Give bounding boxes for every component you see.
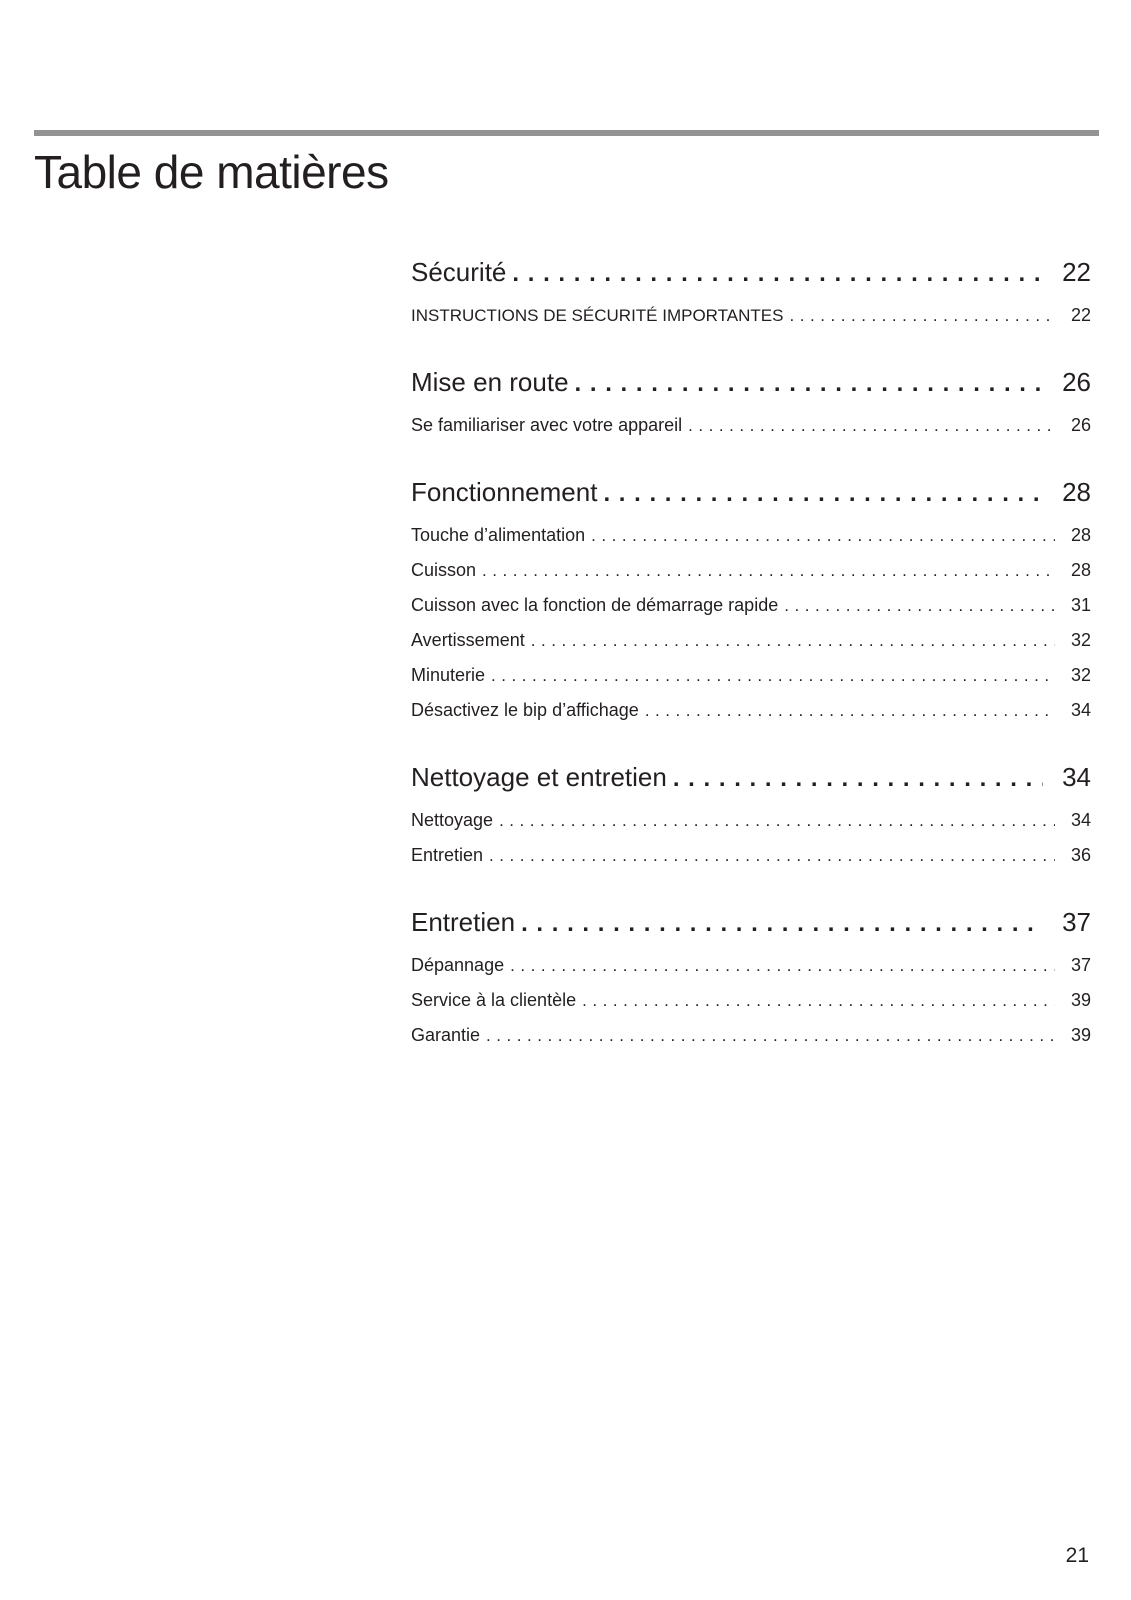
toc-entry-page: 39 xyxy=(1070,990,1091,1010)
toc-section-title: Entretien xyxy=(411,907,516,937)
toc-entry[interactable] xyxy=(411,948,1091,983)
page-number: 21 xyxy=(1065,1544,1089,1567)
toc-entry-page: 34 xyxy=(1070,810,1091,830)
dot-leader xyxy=(789,298,1055,333)
dot-leader xyxy=(482,553,1055,588)
toc-entry-page: 28 xyxy=(1070,560,1091,580)
dot-leader xyxy=(591,518,1055,553)
toc-section-entretien xyxy=(411,900,1091,1053)
toc-section-fonctionnement xyxy=(411,470,1091,728)
toc-section-heading[interactable] xyxy=(411,755,1091,799)
toc-entry-label: Minuterie xyxy=(411,665,486,685)
dot-leader xyxy=(784,588,1055,623)
dot-leader xyxy=(491,658,1055,693)
dot-leader xyxy=(510,948,1055,983)
toc-entry-page: 32 xyxy=(1070,665,1091,685)
toc-section-title: Fonctionnement xyxy=(411,477,598,507)
toc-entry[interactable] xyxy=(411,518,1091,553)
toc-entry[interactable] xyxy=(411,693,1091,728)
toc-entry-label: Désactivez le bip d’affichage xyxy=(411,700,639,720)
toc-entry-page: 22 xyxy=(1070,305,1091,325)
toc-entry-page: 32 xyxy=(1070,630,1091,650)
toc-entry-label: Dépannage xyxy=(411,955,505,975)
toc-section-mise-en-route xyxy=(411,360,1091,443)
dot-leader xyxy=(603,472,1043,514)
dot-leader xyxy=(531,623,1055,658)
toc-section-nettoyage-et-entretien xyxy=(411,755,1091,873)
toc-entry-page: 31 xyxy=(1070,595,1091,615)
toc-entry-page: 37 xyxy=(1070,955,1091,975)
toc-entry[interactable] xyxy=(411,658,1091,693)
toc-entry[interactable] xyxy=(411,983,1091,1018)
toc-entry-label: Touche d’alimentation xyxy=(411,525,586,545)
toc-entry-label: Se familiariser avec votre appareil xyxy=(411,415,683,435)
toc-entry-label: Cuisson avec la fonction de démarrage rapide xyxy=(411,595,779,615)
toc-entry[interactable] xyxy=(411,553,1091,588)
dot-leader xyxy=(688,408,1055,443)
toc-entry[interactable] xyxy=(411,623,1091,658)
toc-entry-label: Garantie xyxy=(411,1025,481,1045)
toc-section-page: 26 xyxy=(1062,367,1091,397)
dot-leader xyxy=(499,803,1055,838)
toc-section-title: Mise en route xyxy=(411,367,569,397)
toc-entry[interactable] xyxy=(411,588,1091,623)
toc-entry-label: INSTRUCTIONS DE SÉCURITÉ IMPORTANTES xyxy=(411,306,784,325)
dot-leader xyxy=(582,983,1055,1018)
table-of-contents xyxy=(411,250,1091,1080)
toc-section-page: 28 xyxy=(1062,477,1091,507)
toc-entry-label: Entretien xyxy=(411,845,484,865)
toc-section-title: Nettoyage et entretien xyxy=(411,762,667,792)
toc-section-heading[interactable] xyxy=(411,470,1091,514)
toc-entry-page: 39 xyxy=(1070,1025,1091,1045)
toc-entry[interactable] xyxy=(411,408,1091,443)
toc-entry-page: 36 xyxy=(1070,845,1091,865)
toc-entry-label: Nettoyage xyxy=(411,810,494,830)
toc-entry-page: 28 xyxy=(1070,525,1091,545)
dot-leader xyxy=(512,252,1043,294)
toc-section-page: 37 xyxy=(1062,907,1091,937)
toc-section-page: 34 xyxy=(1062,762,1091,792)
toc-section-heading[interactable] xyxy=(411,900,1091,944)
toc-section-page: 22 xyxy=(1062,257,1091,287)
toc-section-heading[interactable] xyxy=(411,360,1091,404)
dot-leader xyxy=(673,757,1043,799)
dot-leader xyxy=(645,693,1055,728)
toc-entry-page: 34 xyxy=(1070,700,1091,720)
toc-entry[interactable] xyxy=(411,1018,1091,1053)
toc-section-heading[interactable] xyxy=(411,250,1091,294)
toc-entry-label: Avertissement xyxy=(411,630,525,650)
toc-entry-page: 26 xyxy=(1070,415,1091,435)
page-title: Table de matières xyxy=(34,146,389,198)
dot-leader xyxy=(575,362,1043,404)
toc-entry-label: Cuisson xyxy=(411,560,477,580)
toc-entry[interactable] xyxy=(411,838,1091,873)
top-rule xyxy=(34,130,1099,136)
toc-entry[interactable] xyxy=(411,298,1091,333)
toc-section-securite xyxy=(411,250,1091,333)
toc-entry[interactable] xyxy=(411,803,1091,838)
toc-entry-label: Service à la clientèle xyxy=(411,990,577,1010)
toc-section-title: Sécurité xyxy=(411,257,507,287)
dot-leader xyxy=(521,902,1043,944)
dot-leader xyxy=(486,1018,1055,1053)
dot-leader xyxy=(489,838,1055,873)
